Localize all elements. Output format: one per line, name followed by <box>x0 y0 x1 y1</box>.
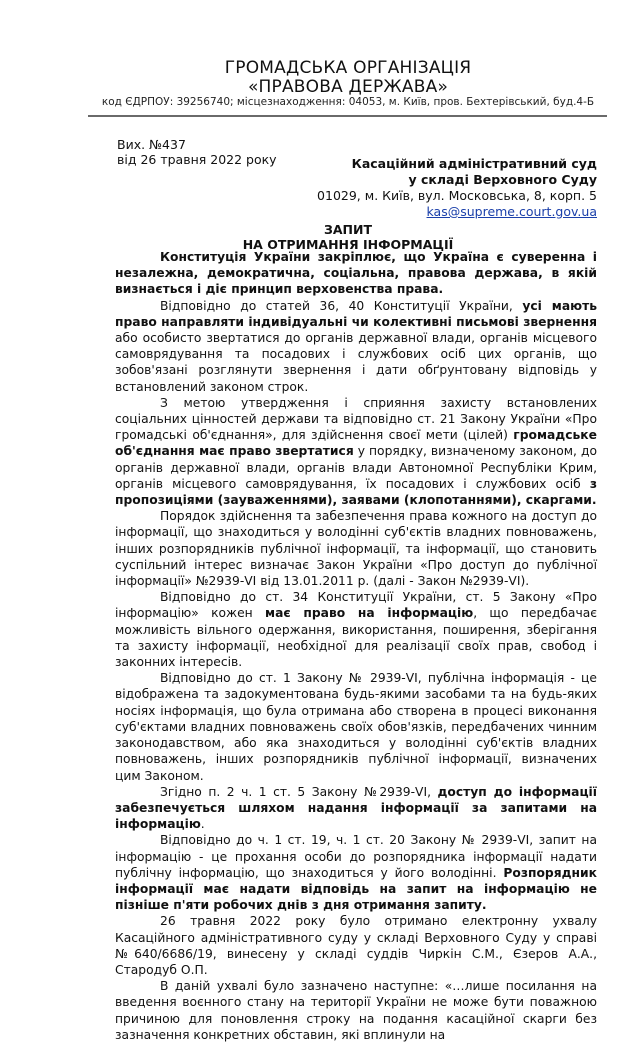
title-line-1: ЗАПИТ <box>323 222 372 237</box>
document-title <box>88 222 608 252</box>
organization-details: код ЄДРПОУ: 39256740; місцезнаходження: 04053, м. Київ, пров. Бехтерівський, буд.4-Б <box>101 96 595 108</box>
paragraph-9 <box>115 913 597 978</box>
text: у порядку, визначеному законом, до органів державної влади, органів влади Автономної Республіки Крим, органів місцевого самоврядування, їх посадових і службових осіб <box>115 444 597 491</box>
paragraph-3 <box>115 395 597 508</box>
outgoing-number: Вих. №437 <box>117 137 186 152</box>
outgoing-reference <box>117 137 277 167</box>
paragraph-7 <box>115 784 597 833</box>
text: або особисто звертатися до органів державної влади, органів місцевого самоврядування та посадових і службових осіб цих органів, що зобов'язані розглянути звернення і дати обґрунтовану відповідь у встановлений законом строк. <box>115 331 597 394</box>
paragraph-5 <box>115 589 597 670</box>
addressee-block <box>317 156 597 220</box>
paragraph-10 <box>115 978 597 1043</box>
header-divider <box>88 115 607 117</box>
bold-text: Конституція України закріплює, що Україна є суверенна і незалежна, демократична, соціальна, правова держава, в якій визнається і діє принцип верховенства права. <box>115 250 597 297</box>
bold-text: має право на інформацію <box>265 606 474 621</box>
text: З метою утвердження і сприяння захисту встановлених соціальних цінностей держави та відповідно ст. 21 Закону України «Про громадські об'єднання», для здійснення своєї мети (цілей) <box>115 395 597 443</box>
bold-text: доступ до інформації забезпечується шляхом надання інформації за запитами на інформацію <box>115 784 597 832</box>
addressee-email-link[interactable]: kas@supreme.court.gov.ua <box>426 204 597 219</box>
text: Відповідно до ч. 1 ст. 19, ч. 1 ст. 20 Закону № 2939-VI, запит на інформацію - це прохання особи до розпорядника інформації надати публічну інформацію, що знаходиться у його володінні. <box>115 833 597 880</box>
text: Відповідно до ст. 34 Конституції України, ст. 5 Закону «Про інформацію» кожен <box>115 590 597 621</box>
bold-text: усі мають право направляти індивідуальні чи колективні письмові звернення <box>115 298 598 329</box>
paragraph-8 <box>115 832 597 913</box>
text: . <box>200 817 205 832</box>
text: Порядок здійснення та забезпечення права кожного на доступ до інформації, що знаходиться у володінні суб'єктів владних повноважень, інших розпорядників публічної інформації, та інформації, що становить суспільний інтерес визначає Закон України «Про доступ до публічної інформації» №2939-VI від 13.01.2011 р. (далі - Закон №2939-VI). <box>115 509 597 589</box>
text: В даній ухвалі було зазначено наступне: «…лише посилання на введення воєнного стану на території України не може бути поважною причиною для поновлення строку на подання касаційної скарги без зазначення конкретних обставин, які вплинули на <box>115 979 597 1042</box>
addressee-court: Касаційний адміністративний суд <box>351 156 597 171</box>
bold-text: громадське об'єднання має право звертатися <box>115 428 597 459</box>
organization-name: ГРОМАДСЬКА ОРГАНІЗАЦІЯ <box>224 58 472 78</box>
text: , що передбачає можливість вільного одержання, використання, поширення, зберігання та захисту інформації, необхідної для реалізації своїх прав, свобод і законних інтересів. <box>115 606 597 670</box>
title-line-2: НА ОТРИМАННЯ ІНФОРМАЦІЇ <box>242 237 454 252</box>
addressee-court-composition: у складі Верховного Суду <box>408 172 597 187</box>
paragraph-6 <box>115 670 597 783</box>
bold-text: з пропозиціями (зауваженнями), заявами (клопотаннями), скаргами. <box>115 476 597 508</box>
paragraph-2 <box>115 298 597 395</box>
paragraph-1 <box>115 249 597 298</box>
text: Відповідно до ст. 1 Закону № 2939-VI, публічна інформація - це відображена та задокументована будь-якими засобами та на будь-яких носіях інформація, що була отримана або створена в процесі виконання суб'єктами владних повноважень своїх обов'язків, передбачених чинним законодавством, або яка знаходиться у володінні суб'єктів владних повноважень, інших розпорядників публічної інформації, визначених цим Законом. <box>115 671 597 783</box>
organization-name-quoted: «ПРАВОВА ДЕРЖАВА» <box>247 77 449 97</box>
document-body <box>115 249 597 1043</box>
text: 26 травня 2022 року було отримано електронну ухвалу Касаційного адміністративного суду у складі Верховного Суду у справі №640/6686/19, винесену у складі суддів Чиркін С.М., Єзеров А.А., Стародуб О.П. <box>115 914 597 977</box>
addressee-address: 01029, м. Київ, вул. Московська, 8, корп. 5 <box>317 188 597 203</box>
paragraph-4 <box>115 508 597 589</box>
bold-text: Розпорядник інформації має надати відповідь на запит на інформацію не пізніше п'яти робочих днів з дня отримання запиту. <box>115 865 597 913</box>
text: Згідно п. 2 ч. 1 ст. 5 Закону №2939-VI, <box>160 784 438 799</box>
text: Відповідно до статей 36, 40 Конституції України, <box>160 298 523 313</box>
outgoing-date: від 26 травня 2022 року <box>117 152 277 167</box>
